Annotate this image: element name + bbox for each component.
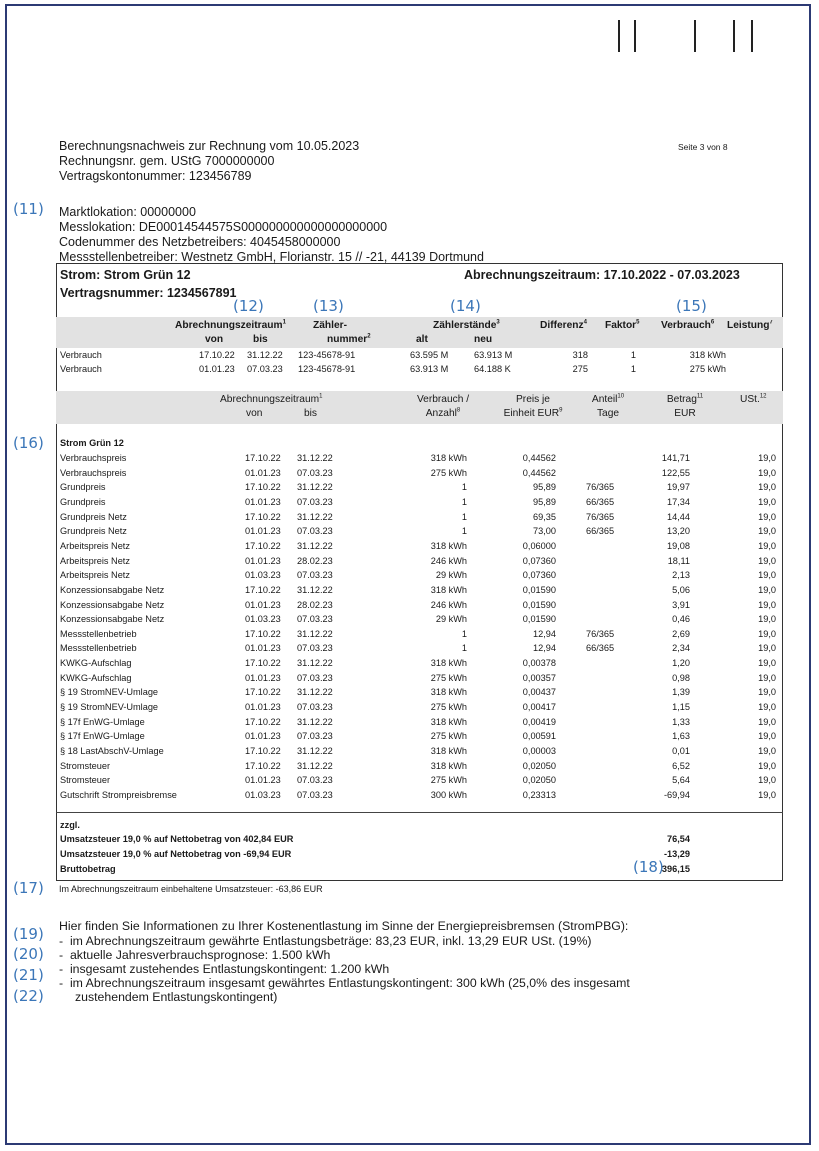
- barcode-mark: [618, 20, 620, 52]
- price-row-to: 07.03.23: [297, 467, 333, 478]
- price-row-price: 73,00: [533, 526, 556, 537]
- meter-head-diff: Differenz$^4$: [540, 319, 587, 331]
- price-row-to: 31.12.22: [297, 658, 333, 669]
- price-row-qty: 29 kWh: [435, 614, 467, 625]
- price-row-to: 31.12.22: [297, 511, 333, 522]
- annotation-16: (16): [13, 434, 44, 452]
- price-row-vat: 19,0: [758, 731, 776, 742]
- price-row-label: Grundpreis Netz: [60, 526, 127, 537]
- price-row-label: Gutschrift Strompreisbremse: [60, 789, 177, 800]
- totals-zzgl: zzgl.: [60, 820, 80, 830]
- price-row-from: 01.03.23: [245, 789, 281, 800]
- annotation-13: (13): [313, 297, 344, 315]
- price-row-qty: 300 kWh: [430, 789, 467, 800]
- price-row-from: 01.01.23: [245, 672, 281, 683]
- meter-row-old: 63.595 M: [410, 350, 449, 360]
- price-row-from: 17.10.22: [245, 716, 281, 727]
- meter-row-new: 63.913 M: [474, 350, 513, 360]
- meter-head-factor: Faktor$^5$: [605, 319, 640, 331]
- price-head-qty2: Anzahl$^8$: [425, 407, 461, 419]
- annotation-21: (21): [13, 966, 44, 984]
- grid-operator-code: Codenummer des Netzbetreibers: 4045458000000: [59, 235, 341, 249]
- price-row-amount: 19,08: [667, 540, 690, 551]
- price-row-label: KWKG-Aufschlag: [60, 658, 132, 669]
- price-row-from: 01.01.23: [245, 555, 281, 566]
- annotation-22: (22): [13, 987, 44, 1005]
- price-row-to: 07.03.23: [297, 789, 333, 800]
- price-row-from: 17.10.22: [245, 511, 281, 522]
- price-row-amount: 0,98: [672, 672, 690, 683]
- price-row-share: 76/365: [586, 482, 615, 493]
- price-row-from: 01.01.23: [245, 467, 281, 478]
- price-row-vat: 19,0: [758, 540, 776, 551]
- price-row-label: § 19 StromNEV-Umlage: [60, 702, 159, 713]
- price-row-vat: 19,0: [758, 511, 776, 522]
- price-row-qty: 29 kWh: [435, 570, 467, 581]
- meter-row-label: Verbrauch: [60, 350, 102, 360]
- price-row-price: 0,00591: [522, 731, 556, 742]
- price-row-from: 01.01.23: [245, 775, 281, 786]
- meter-head-new: neu: [474, 334, 493, 345]
- price-row-from: 01.03.23: [245, 614, 281, 625]
- meter-head-from: von: [205, 334, 224, 345]
- price-row-vat: 19,0: [758, 775, 776, 786]
- price-row-price: 0,01590: [522, 599, 556, 610]
- price-row-price: 0,44562: [522, 453, 556, 463]
- price-row-share: 66/365: [586, 526, 615, 537]
- price-row-price: 0,07360: [522, 570, 556, 581]
- price-row-label: Arbeitspreis Netz: [60, 570, 130, 581]
- price-row-to: 07.03.23: [297, 731, 333, 742]
- price-row-price: 12,94: [533, 628, 556, 639]
- price-row-price: 0,01590: [522, 584, 556, 595]
- price-row-price: 0,00003: [522, 746, 556, 756]
- price-row-amount: 6,52: [672, 760, 690, 771]
- price-row-amount: 1,39: [672, 687, 690, 698]
- price-row-vat: 19,0: [758, 453, 776, 463]
- meter-head-to: bis: [253, 334, 268, 345]
- price-head-share: Anteil$^{10}$: [591, 393, 625, 405]
- price-row-qty: 318 kWh: [430, 687, 467, 698]
- price-row-label: Messstellenbetrieb: [60, 628, 137, 639]
- price-head-amount: Betrag$^{11}$: [666, 393, 704, 405]
- price-row-label: Grundpreis: [60, 482, 106, 493]
- vat-line-1-label: Umsatzsteuer 19,0 % auf Nettobetrag von 402,84 EUR: [60, 834, 294, 844]
- price-row-qty: 246 kWh: [430, 555, 467, 566]
- price-row-label: Konzessionsabgabe Netz: [60, 614, 165, 625]
- price-row-to: 31.12.22: [297, 716, 333, 727]
- annotation-14: (14): [450, 297, 481, 315]
- price-row-from: 17.10.22: [245, 540, 281, 551]
- billing-period-title: Abrechnungszeitraum: 17.10.2022 - 07.03.2023: [464, 268, 740, 282]
- price-row-amount: 2,13: [672, 570, 690, 581]
- annotation-15: (15): [676, 297, 707, 315]
- totals-divider: [56, 812, 783, 813]
- vat-line-2-label: Umsatzsteuer 19,0 % auf Nettobetrag von -69,94 EUR: [60, 849, 292, 859]
- price-row-qty: 1: [461, 643, 467, 654]
- barcode-mark: [694, 20, 696, 52]
- price-row-label: Verbrauchspreis: [60, 453, 127, 463]
- annotation-18: (18): [633, 858, 664, 876]
- price-row-vat: 19,0: [758, 658, 776, 669]
- price-row-price: 0,00417: [522, 702, 556, 713]
- metering-location: Messlokation: DE00014544575S000000000000000000000: [59, 220, 388, 234]
- meter-head-power: Leistung$^7$: [727, 320, 773, 331]
- price-row-from: 17.10.22: [245, 687, 281, 698]
- price-row-amount: 2,34: [672, 643, 690, 654]
- price-row-vat: 19,0: [758, 614, 776, 625]
- price-row-amount: 5,64: [672, 775, 690, 786]
- meter-head-old: alt: [416, 334, 428, 345]
- price-row-to: 07.03.23: [297, 496, 333, 507]
- price-row-from: 01.01.23: [245, 702, 281, 713]
- price-row-from: 01.01.23: [245, 731, 281, 742]
- price-row-label: § 18 LastAbschV-Umlage: [60, 746, 164, 756]
- meter-row-to: 31.12.22: [247, 350, 283, 360]
- annotation-20: (20): [13, 945, 44, 963]
- price-row-label: Arbeitspreis Netz: [60, 540, 130, 551]
- meter-head-consumption: Verbrauch$^6$: [661, 319, 715, 331]
- price-row-to: 28.02.23: [297, 599, 333, 610]
- price-row-vat: 19,0: [758, 760, 776, 771]
- price-row-to: 31.12.22: [297, 746, 333, 756]
- price-row-label: § 19 StromNEV-Umlage: [60, 687, 159, 698]
- price-row-vat: 19,0: [758, 526, 776, 537]
- price-row-from: 01.01.23: [245, 599, 281, 610]
- price-row-to: 31.12.22: [297, 687, 333, 698]
- price-row-price: 0,00419: [522, 716, 556, 727]
- relief-item-4: - im Abrechnungszeitraum insgesamt gewährtes Entlastungskontingent: 300 kWh (25,0% des insgesamt: [59, 976, 630, 990]
- price-row-price: 0,02050: [522, 775, 556, 786]
- price-head-amount2: EUR: [674, 408, 696, 419]
- meter-row-label: Verbrauch: [60, 364, 102, 374]
- price-row-from: 17.10.22: [245, 584, 281, 595]
- withheld-vat: Im Abrechnungszeitraum einbehaltene Umsatzsteuer: -63,86 EUR: [59, 884, 323, 894]
- invoice-number: Rechnungsnr. gem. UStG 7000000000: [59, 154, 275, 168]
- meter-row-consumption: 275 kWh: [689, 364, 726, 374]
- price-row-amount: 19,97: [667, 482, 690, 493]
- annotation-19: (19): [13, 925, 44, 943]
- meter-row-old: 63.913 M: [410, 364, 449, 374]
- price-row-vat: 19,0: [758, 570, 776, 581]
- price-row-vat: 19,0: [758, 702, 776, 713]
- price-row-vat: 19,0: [758, 496, 776, 507]
- price-row-amount: 14,44: [667, 511, 690, 522]
- price-row-vat: 19,0: [758, 643, 776, 654]
- price-row-price: 0,02050: [522, 760, 556, 771]
- price-row-amount: 1,63: [672, 731, 690, 742]
- price-row-share: 76/365: [586, 511, 615, 522]
- price-row-vat: 19,0: [758, 687, 776, 698]
- price-row-label: Konzessionsabgabe Netz: [60, 584, 165, 595]
- price-row-to: 07.03.23: [297, 672, 333, 683]
- price-row-vat: 19,0: [758, 628, 776, 639]
- price-head-period: Abrechnungszeitraum$^1$: [220, 393, 323, 405]
- gross-value: 396,15: [661, 864, 690, 874]
- price-head-to: bis: [304, 408, 318, 419]
- price-row-price: 95,89: [533, 482, 556, 493]
- price-row-vat: 19,0: [758, 599, 776, 610]
- price-row-qty: 1: [461, 628, 467, 639]
- vat-line-2-value: -13,29: [663, 849, 690, 859]
- price-row-from: 17.10.22: [245, 658, 281, 669]
- section-title: Strom Grün 12: [60, 438, 124, 448]
- price-row-label: Stromsteuer: [60, 760, 111, 771]
- price-row-price: 0,00378: [522, 658, 556, 669]
- price-row-qty: 318 kWh: [430, 584, 467, 595]
- price-row-qty: 275 kWh: [430, 775, 467, 786]
- price-row-share: 66/365: [586, 496, 615, 507]
- price-row-vat: 19,0: [758, 746, 776, 756]
- price-head-share2: Tage: [596, 408, 620, 419]
- price-row-to: 07.03.23: [297, 614, 333, 625]
- price-row-to: 31.12.22: [297, 584, 333, 595]
- meter-row-consumption: 318 kWh: [689, 350, 726, 360]
- contract-account: Vertragskontonummer: 123456789: [59, 169, 252, 183]
- price-row-amount: 5,06: [672, 584, 690, 595]
- price-row-qty: 318 kWh: [430, 658, 467, 669]
- price-row-from: 17.10.22: [245, 760, 281, 771]
- meter-row-from: 01.01.23: [199, 364, 235, 374]
- price-row-qty: 318 kWh: [430, 453, 467, 463]
- price-row-label: Verbrauchspreis: [60, 467, 127, 478]
- price-row-vat: 19,0: [758, 482, 776, 493]
- price-row-amount: 122,55: [661, 467, 690, 478]
- price-row-price: 0,00357: [522, 672, 556, 683]
- price-row-label: Grundpreis Netz: [60, 511, 127, 522]
- price-row-label: Arbeitspreis Netz: [60, 555, 130, 566]
- header-title: Berechnungsnachweis zur Rechnung vom 10.05.2023: [59, 139, 360, 153]
- price-row-amount: 13,20: [667, 526, 690, 537]
- price-row-amount: 1,33: [672, 716, 690, 727]
- price-head-price: Preis je: [516, 394, 550, 405]
- meter-head-meter2: nummer$^2$: [327, 333, 371, 345]
- relief-item-3: - insgesamt zustehendes Entlastungskontingent: 1.200 kWh: [59, 962, 390, 976]
- product-title: Strom: Strom Grün 12: [60, 268, 191, 282]
- price-row-label: Konzessionsabgabe Netz: [60, 599, 165, 610]
- price-row-to: 31.12.22: [297, 760, 333, 771]
- price-head-price2: Einheit EUR$^9$: [503, 407, 563, 419]
- price-row-amount: 1,20: [672, 658, 690, 669]
- meter-head-readings: Zählerstände$^3$: [433, 319, 500, 331]
- price-row-vat: 19,0: [758, 467, 776, 478]
- market-location: Marktlokation: 00000000: [59, 205, 196, 219]
- price-row-label: Messstellenbetrieb: [60, 643, 137, 654]
- price-row-price: 12,94: [533, 643, 556, 654]
- barcode-mark: [733, 20, 735, 52]
- price-row-to: 28.02.23: [297, 555, 333, 566]
- annotation-11: (11): [13, 200, 44, 218]
- location-block: [59, 205, 484, 265]
- price-row-qty: 1: [461, 482, 467, 493]
- price-row-amount: 1,15: [672, 702, 690, 713]
- price-row-qty: 1: [461, 496, 467, 507]
- price-row-from: 01.03.23: [245, 570, 281, 581]
- gross-label: Bruttobetrag: [60, 864, 116, 874]
- price-row-to: 07.03.23: [297, 526, 333, 537]
- meter-row-diff: 275: [572, 364, 588, 374]
- relief-item-4-cont: zustehendem Entlastungskontingent): [75, 990, 278, 1004]
- price-row-qty: 275 kWh: [430, 702, 467, 713]
- relief-item-1: - im Abrechnungszeitraum gewährte Entlastungsbeträge: 83,23 EUR, inkl. 13,29 EUR USt. (19%): [59, 934, 592, 948]
- price-row-qty: 1: [461, 526, 467, 537]
- meter-head-meter: Zähler-: [313, 320, 347, 331]
- price-row-amount: 0,46: [672, 614, 690, 625]
- price-row-qty: 275 kWh: [430, 467, 467, 478]
- price-row-from: 17.10.22: [245, 628, 281, 639]
- meter-row-factor: 1: [630, 364, 636, 374]
- price-row-amount: -69,94: [663, 789, 690, 800]
- price-row-qty: 1: [461, 511, 467, 522]
- meter-row-meter: 123-45678-91: [298, 350, 356, 360]
- price-row-price: 0,01590: [522, 614, 556, 625]
- annotation-17: (17): [13, 879, 44, 897]
- price-row-amount: 3,91: [672, 599, 690, 610]
- price-head-vat: USt.$^{12}$: [740, 393, 767, 405]
- price-row-vat: 19,0: [758, 555, 776, 566]
- meter-row-diff: 318: [572, 350, 588, 360]
- meter-row-new: 64.188 K: [474, 364, 511, 374]
- price-row-to: 07.03.23: [297, 643, 333, 654]
- price-row-amount: 141,71: [661, 453, 690, 463]
- price-row-qty: 318 kWh: [430, 716, 467, 727]
- price-row-label: § 17f EnWG-Umlage: [60, 716, 145, 727]
- price-row-price: 0,06000: [522, 540, 556, 551]
- price-row-qty: 318 kWh: [430, 540, 467, 551]
- price-row-qty: 246 kWh: [430, 599, 467, 610]
- price-row-label: § 17f EnWG-Umlage: [60, 731, 145, 742]
- price-row-to: 31.12.22: [297, 540, 333, 551]
- price-row-qty: 318 kWh: [430, 760, 467, 771]
- price-row-from: 17.10.22: [245, 746, 281, 756]
- price-row-price: 0,00437: [522, 687, 556, 698]
- price-row-qty: 275 kWh: [430, 672, 467, 683]
- price-row-vat: 19,0: [758, 789, 776, 800]
- price-row-from: 01.01.23: [245, 496, 281, 507]
- price-row-from: 17.10.22: [245, 453, 281, 463]
- metering-operator: Messstellenbetreiber: Westnetz GmbH, Florianstr. 15 // -21, 44139 Dortmund: [59, 250, 484, 264]
- price-row-amount: 18,11: [667, 555, 690, 566]
- barcode-mark: [634, 20, 636, 52]
- price-row-to: 31.12.22: [297, 453, 333, 463]
- price-row-to: 07.03.23: [297, 570, 333, 581]
- meter-row-factor: 1: [630, 350, 636, 360]
- price-row-to: 31.12.22: [297, 482, 333, 493]
- price-row-to: 31.12.22: [297, 628, 333, 639]
- price-row-share: 76/365: [586, 628, 615, 639]
- vat-line-1-value: 76,54: [667, 834, 690, 844]
- price-row-price: 69,35: [533, 511, 556, 522]
- price-row-price: 0,07360: [522, 555, 556, 566]
- price-row-label: Grundpreis: [60, 496, 106, 507]
- contract-number: Vertragsnummer: 1234567891: [60, 286, 237, 300]
- relief-item-2: - aktuelle Jahresverbrauchsprognose: 1.500 kWh: [59, 948, 331, 962]
- barcode-mark: [751, 20, 753, 52]
- document-header: [59, 139, 359, 184]
- relief-intro: Hier finden Sie Informationen zu Ihrer Kostenentlastung im Sinne der Energiepreisbremsen (StromPBG):: [59, 919, 629, 933]
- price-row-from: 17.10.22: [245, 482, 281, 493]
- price-head-from: von: [246, 408, 263, 419]
- meter-head-period: Abrechnungszeitraum$^1$: [175, 319, 286, 331]
- price-row-to: 07.03.23: [297, 702, 333, 713]
- price-row-vat: 19,0: [758, 716, 776, 727]
- price-row-from: 01.01.23: [245, 643, 281, 654]
- meter-row-to: 07.03.23: [247, 364, 283, 374]
- price-row-from: 01.01.23: [245, 526, 281, 537]
- price-row-amount: 2,69: [672, 628, 690, 639]
- price-row-amount: 17,34: [667, 496, 690, 507]
- price-row-price: 0,44562: [522, 467, 556, 478]
- price-row-share: 66/365: [586, 643, 615, 654]
- price-row-to: 07.03.23: [297, 775, 333, 786]
- price-row-qty: 318 kWh: [430, 746, 467, 756]
- price-head-qty: Verbrauch /: [416, 394, 470, 405]
- price-row-price: 95,89: [533, 496, 556, 507]
- meter-row-meter: 123-45678-91: [298, 364, 356, 374]
- price-row-vat: 19,0: [758, 672, 776, 683]
- price-row-vat: 19,0: [758, 584, 776, 595]
- price-row-amount: 0,01: [672, 746, 690, 756]
- meter-row-from: 17.10.22: [199, 350, 235, 360]
- page-number: Seite 3 von 8: [678, 142, 728, 152]
- price-row-price: 0,23313: [522, 789, 556, 800]
- annotation-12: (12): [233, 297, 264, 315]
- price-row-label: Stromsteuer: [60, 775, 111, 786]
- price-row-qty: 275 kWh: [430, 731, 467, 742]
- price-row-label: KWKG-Aufschlag: [60, 672, 132, 683]
